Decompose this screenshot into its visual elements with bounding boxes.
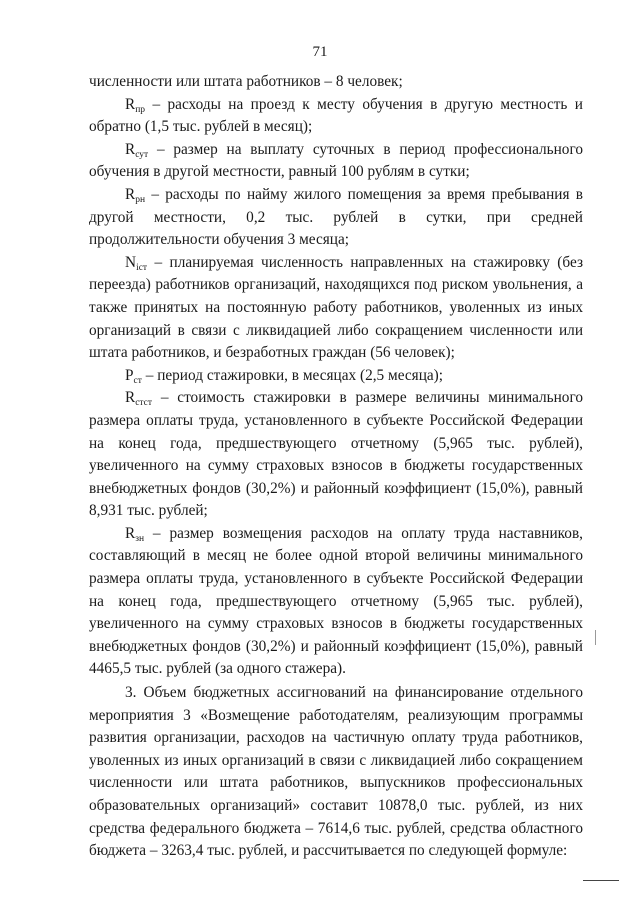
variable-symbol: R	[125, 185, 136, 203]
paragraph-text: численности или штата работников – 8 человек;	[89, 73, 403, 90]
variable-subscript: iст	[136, 262, 148, 273]
definition-r-pr	[89, 94, 583, 139]
definition-text: – размер на выплату суточных в период профессионального обучения в другой местности, равный 100 рублям в сутки;	[89, 140, 583, 181]
paragraph-text: 3. Объем бюджетных ассигнований на финансирование отдельного мероприятия 3 «Возмещение работодателям, реализующим программы развития организации, расходов на частичную оплату труда работников, уволенных из иных организаций в связи с ликвидацией либо сокращением численности или штата работников, выпускников профессиональных образовательных организаций» составит 10878,0 тыс. рублей, из них средства федерального бюджета – 7614,6 тыс. рублей, средства областного бюджета – 3263,4 тыс. рублей, и рассчитывается по следующей формуле:	[89, 684, 583, 860]
definition-text: – расходы на проезд к месту обучения в другую местность и обратно (1,5 тыс. рублей в месяц);	[89, 95, 583, 136]
document-body	[89, 71, 583, 863]
section-3-paragraph	[89, 682, 583, 863]
definition-r-stst	[89, 387, 583, 523]
variable-subscript: зн	[135, 533, 145, 544]
variable-subscript: стст	[135, 398, 153, 409]
definition-text: – период стажировки, в месяцах (2,5 месяца);	[141, 366, 444, 384]
definition-n-ist	[89, 252, 583, 365]
variable-symbol: N	[125, 253, 137, 271]
definition-r-sut	[89, 139, 583, 184]
definition-p-st	[89, 365, 583, 388]
continuation-paragraph	[89, 71, 583, 94]
variable-subscript: пр	[135, 104, 146, 115]
footer-line	[583, 880, 619, 881]
definition-r-rn	[89, 184, 583, 252]
definition-text: – стоимость стажировки в размере величины минимального размера оплаты труда, установленного в субъекте Российской Федерации на конец года, предшествующего отчетному (5,965 тыс. рублей), увеличенного на сумму страховых взносов в бюджеты государственных внебюджетных фондов (30,2%) и районный коэффициент (15,0%), равный 8,931 тыс. рублей;	[89, 389, 583, 520]
definition-text: – расходы по найму жилого помещения за время пребывания в другой местности, 0,2 тыс. рублей в сутки, при средней продолжительности обучения 3 месяца;	[89, 185, 583, 249]
definition-text: – размер возмещения расходов на оплату труда наставников, составляющий в месяц не более одной второй величины минимального размера оплаты труда, установленного в субъекте Российской Федерации на конец года, предшествующего отчетному (5,965 тыс. рублей), увеличенного на сумму страховых взносов в бюджеты государственных внебюджетных фондов (30,2%) и районный коэффициент (15,0%), равный 4465,5 тыс. рублей (за одного стажера).	[89, 524, 583, 678]
variable-subscript: сут	[135, 149, 149, 160]
variable-symbol: R	[125, 389, 136, 407]
definition-r-zn	[89, 523, 583, 681]
margin-mark	[595, 630, 596, 645]
variable-symbol: R	[125, 140, 136, 158]
variable-symbol: P	[125, 366, 134, 384]
definition-text: – планируемая численность направленных на стажировку (без переезда) работников организаций, находящихся под риском увольнения, а также принятых на постоянную работу работников, уволенных из иных организаций в связи с ликвидацией либо сокращением численности или штата работников, и безработных граждан (56 человек);	[89, 253, 583, 362]
variable-subscript: рн	[135, 194, 146, 205]
variable-subscript: ст	[133, 375, 142, 386]
variable-symbol: R	[125, 95, 136, 113]
variable-symbol: R	[125, 524, 136, 542]
page-number: 71	[312, 44, 328, 60]
